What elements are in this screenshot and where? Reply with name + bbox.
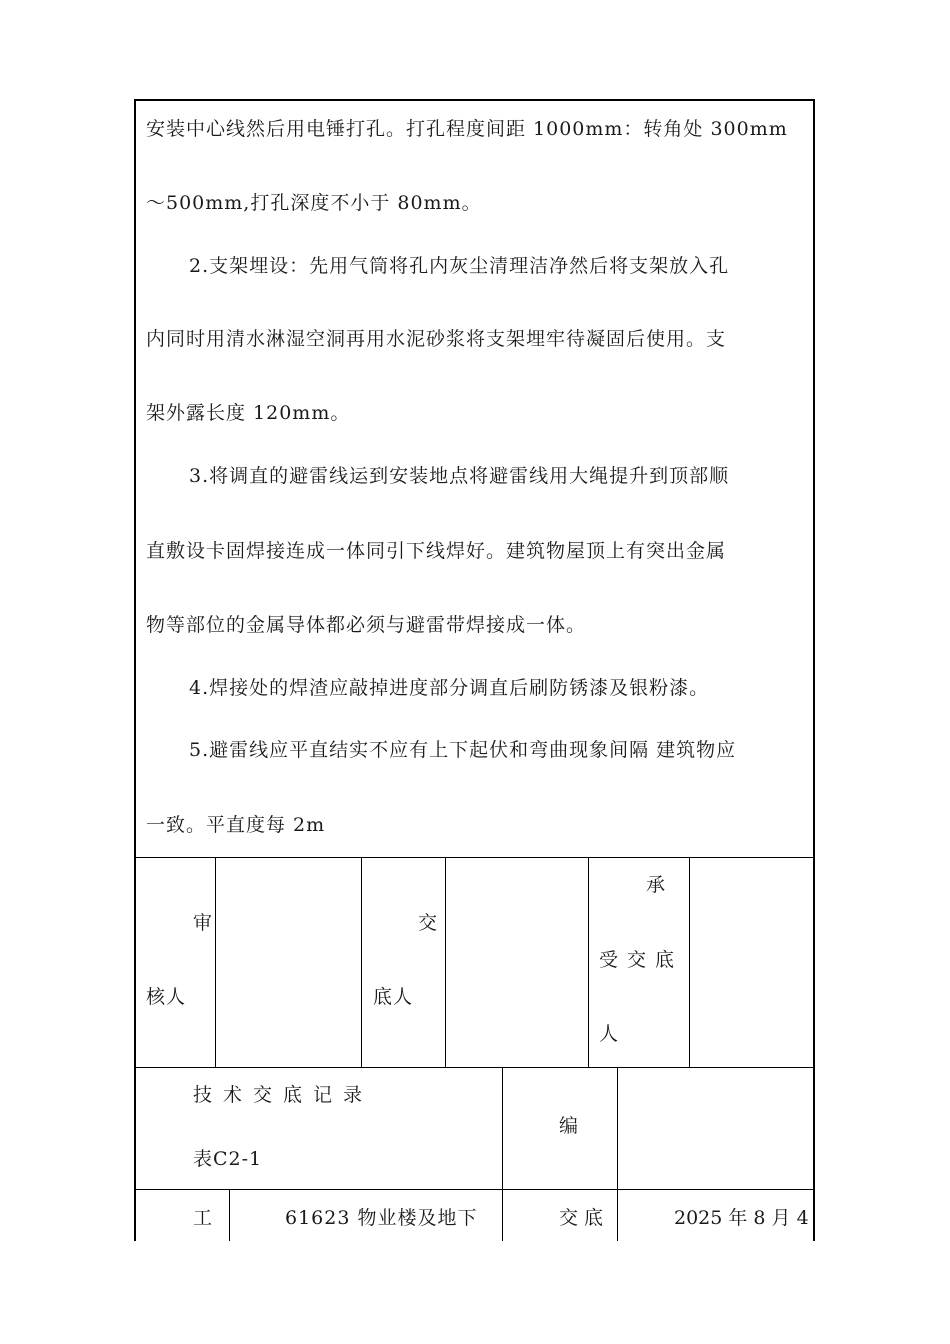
body-line-9: 4.焊接处的焊渣应敲掉进度部分调直后刷防锈漆及银粉漆。 [189, 677, 710, 699]
project-label: 工 [193, 1207, 214, 1229]
record-col-divider-2 [617, 1067, 618, 1189]
record-code-label: 编 [559, 1115, 580, 1137]
discloser-label-bottom: 底人 [373, 986, 414, 1008]
project-name-value: 61623 物业楼及地下 [285, 1207, 478, 1229]
sign-col-divider-1 [215, 857, 216, 1067]
disclosure-date-label: 交底 [559, 1207, 610, 1229]
body-line-11: 一致。平直度每 2m [146, 814, 326, 836]
record-title: 技术交底记录 [193, 1084, 374, 1106]
row-divider-record-top [134, 1067, 815, 1068]
body-line-10: 5.避雷线应平直结实不应有上下起伏和弯曲现象间隔 建筑物应 [189, 739, 737, 761]
reviewer-label-bottom: 核人 [146, 986, 187, 1008]
body-line-3: 2.支架埋设：先用气筒将孔内灰尘清理洁净然后将支架放入孔 [189, 255, 730, 277]
receiver-label-middle: 受交底 [599, 949, 684, 971]
row-divider-sign-top [134, 857, 815, 858]
sign-col-divider-3 [445, 857, 446, 1067]
reviewer-label-top: 审 [193, 912, 214, 934]
project-col-divider-3 [617, 1189, 618, 1241]
body-line-8: 物等部位的金属导体都必须与避雷带焊接成一体。 [146, 614, 587, 636]
sign-col-divider-5 [689, 857, 690, 1067]
body-line-4: 内同时用清水淋湿空洞再用水泥砂浆将支架埋牢待凝固后使用。支 [146, 328, 727, 350]
receiver-label-bottom: 人 [599, 1023, 620, 1045]
record-col-divider-1 [502, 1067, 503, 1189]
body-line-6: 3.将调直的避雷线运到安装地点将避雷线用大绳提升到顶部顺 [189, 465, 730, 487]
body-line-7: 直敷设卡固焊接连成一体同引下线焊好。建筑物屋顶上有突出金属 [146, 540, 727, 562]
record-form-number: 表C2-1 [193, 1148, 263, 1170]
project-col-divider-2 [502, 1189, 503, 1241]
body-line-5: 架外露长度 120mm。 [146, 402, 351, 424]
row-divider-project-top [134, 1189, 815, 1190]
body-line-2: ～500mm,打孔深度不小于 80mm。 [146, 192, 482, 214]
body-line-1: 安装中心线然后用电锤打孔。打孔程度间距 1000mm：转角处 300mm [146, 118, 788, 140]
project-col-divider-1 [229, 1189, 230, 1241]
sign-col-divider-2 [361, 857, 362, 1067]
receiver-label-top: 承 [646, 874, 667, 896]
disclosure-date-value: 2025 年 8 月 4 [674, 1207, 809, 1229]
discloser-label-top: 交 [418, 912, 439, 934]
sign-col-divider-4 [588, 857, 589, 1067]
